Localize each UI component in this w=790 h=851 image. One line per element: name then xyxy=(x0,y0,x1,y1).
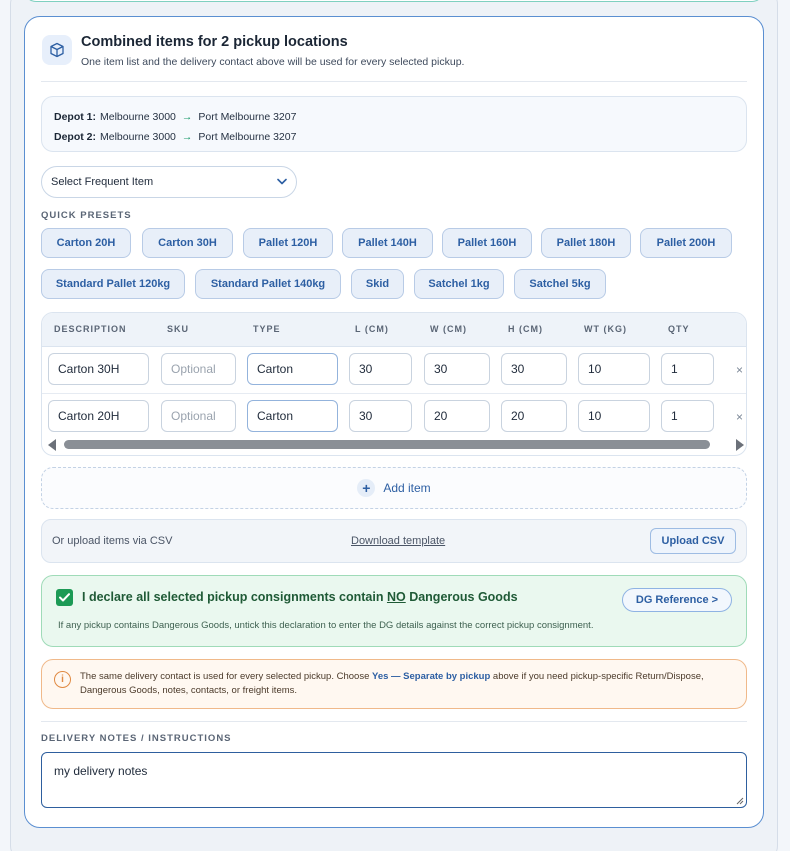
delivery-contact-notice xyxy=(41,659,747,709)
depot-from: Melbourne 3000 xyxy=(100,131,176,143)
length-input[interactable]: 30 xyxy=(349,353,412,385)
info-icon: i xyxy=(54,671,71,688)
add-item-label: Add item xyxy=(383,481,431,495)
length-input[interactable]: 30 xyxy=(349,400,412,432)
dg-checkbox[interactable] xyxy=(56,589,73,606)
arrow-icon: → xyxy=(181,131,193,143)
csv-label: Or upload items via CSV xyxy=(52,535,173,547)
preset-button[interactable]: Pallet 140H xyxy=(342,228,433,258)
depot-to: Port Melbourne 3207 xyxy=(198,131,297,143)
table-row xyxy=(42,347,746,393)
description-input[interactable]: Carton 20H xyxy=(48,400,149,432)
weight-input[interactable]: 10 xyxy=(578,400,650,432)
horizontal-scrollbar[interactable] xyxy=(46,437,744,451)
qty-input[interactable]: 1 xyxy=(661,400,714,432)
remove-row-icon[interactable]: × xyxy=(736,363,744,377)
dg-note: If any pickup contains Dangerous Goods, untick this declaration to enter the DG details against the correct pickup consignment. xyxy=(58,620,594,631)
delivery-notes-label: DELIVERY NOTES / INSTRUCTIONS xyxy=(41,733,232,744)
description-input[interactable]: Carton 30H xyxy=(48,353,149,385)
quick-presets-label: QUICK PRESETS xyxy=(41,210,132,221)
column-header: DESCRIPTION xyxy=(54,324,127,334)
table-row xyxy=(42,393,746,439)
preset-button[interactable]: Skid xyxy=(351,269,404,299)
delivery-notes-textarea[interactable] xyxy=(41,752,747,808)
box-icon xyxy=(42,35,72,65)
scrollbar-thumb[interactable] xyxy=(64,440,710,449)
preset-button[interactable]: Carton 30H xyxy=(142,228,233,258)
scroll-left-icon[interactable] xyxy=(48,439,56,451)
type-input[interactable]: Carton xyxy=(247,400,338,432)
dg-declaration-label: I declare all selected pickup consignments contain NO Dangerous Goods xyxy=(82,590,518,604)
header-divider xyxy=(41,81,747,82)
dg-reference-button[interactable]: DG Reference > xyxy=(622,588,732,612)
column-header: H (CM) xyxy=(508,324,543,334)
preset-button[interactable]: Standard Pallet 120kg xyxy=(41,269,185,299)
height-input[interactable]: 30 xyxy=(501,353,567,385)
weight-input[interactable]: 10 xyxy=(578,353,650,385)
chevron-down-icon xyxy=(277,176,287,188)
download-template-link[interactable]: Download template xyxy=(351,535,446,547)
items-table xyxy=(41,312,747,456)
combined-items-card xyxy=(24,16,764,828)
depot-line-2 xyxy=(54,127,734,147)
card-title: Combined items for 2 pickup locations xyxy=(81,34,348,50)
notes-divider xyxy=(41,721,747,722)
dg-declaration xyxy=(41,575,747,647)
arrow-icon: → xyxy=(181,111,193,123)
qty-input[interactable]: 1 xyxy=(661,353,714,385)
preset-button[interactable]: Satchel 1kg xyxy=(414,269,504,299)
upload-csv-button[interactable]: Upload CSV xyxy=(650,528,736,554)
column-header: W (CM) xyxy=(430,324,467,334)
scroll-right-icon[interactable] xyxy=(736,439,744,451)
check-icon xyxy=(59,593,70,602)
preset-button[interactable]: Pallet 120H xyxy=(243,228,333,258)
csv-upload-bar xyxy=(41,519,747,563)
depot-from: Melbourne 3000 xyxy=(100,111,176,123)
sku-input[interactable]: Optional xyxy=(161,400,236,432)
column-header: SKU xyxy=(167,324,190,334)
width-input[interactable]: 20 xyxy=(424,400,490,432)
frequent-item-select[interactable] xyxy=(41,166,297,198)
depot-to: Port Melbourne 3207 xyxy=(198,111,297,123)
card-subtitle: One item list and the delivery contact above will be used for every selected pickup. xyxy=(81,56,465,68)
previous-section-edge xyxy=(24,0,764,2)
delivery-notes-value: my delivery notes xyxy=(54,764,148,778)
preset-button[interactable]: Standard Pallet 140kg xyxy=(195,269,341,299)
sku-input[interactable]: Optional xyxy=(161,353,236,385)
width-input[interactable]: 30 xyxy=(424,353,490,385)
add-item-button[interactable] xyxy=(41,467,747,509)
preset-button[interactable]: Pallet 180H xyxy=(541,228,631,258)
preset-button[interactable]: Satchel 5kg xyxy=(514,269,606,299)
column-header: QTY xyxy=(668,324,690,334)
column-header: WT (KG) xyxy=(584,324,627,334)
column-header: TYPE xyxy=(253,324,281,334)
remove-row-icon[interactable]: × xyxy=(736,410,744,424)
type-input[interactable]: Carton xyxy=(247,353,338,385)
preset-button[interactable]: Pallet 160H xyxy=(442,228,532,258)
plus-icon: + xyxy=(357,479,375,497)
depot-line-1 xyxy=(54,107,734,127)
column-header: L (CM) xyxy=(355,324,389,334)
resize-handle-icon[interactable] xyxy=(736,797,744,805)
frequent-item-value: Select Frequent Item xyxy=(51,176,154,188)
depot-label: Depot 2: xyxy=(54,131,96,143)
height-input[interactable]: 20 xyxy=(501,400,567,432)
preset-button[interactable]: Carton 20H xyxy=(41,228,131,258)
depot-summary xyxy=(41,96,747,152)
notice-text: The same delivery contact is used for every selected pickup. Choose Yes — Separate by pickup above if you need pickup-specific Return/Dispose, Dangerous Goods, notes, contacts, or freight items. xyxy=(80,671,704,696)
depot-label: Depot 1: xyxy=(54,111,96,123)
preset-button[interactable]: Pallet 200H xyxy=(640,228,732,258)
table-header xyxy=(42,313,746,347)
